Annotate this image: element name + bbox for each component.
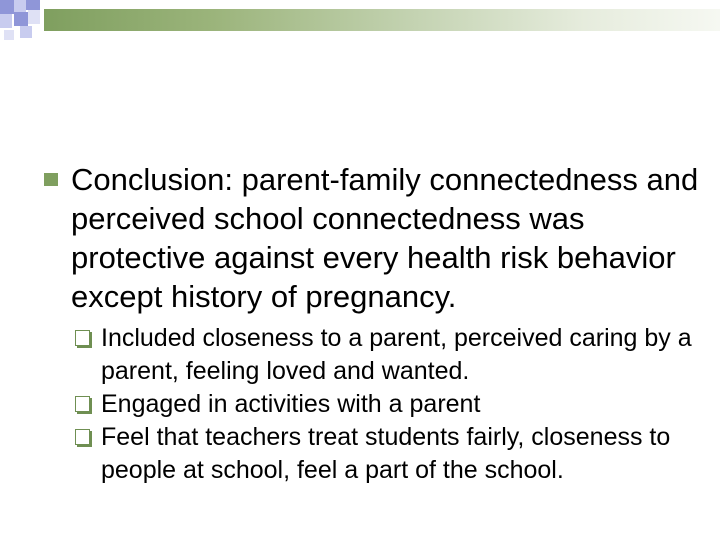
sub-bullet-text: Engaged in activities with a parent [101, 390, 481, 418]
sub-bullet-text: Included closeness to a parent, perceived caring by a parent, feeling loved and wanted. [101, 324, 692, 385]
box-bullet-icon [75, 330, 90, 346]
sub-bullet-text: Feel that teachers treat students fairly, closeness to people at school, feel a part of the school. [101, 423, 671, 484]
sub-bullet-item [72, 388, 704, 421]
box-bullet-icon [75, 396, 90, 412]
sub-bullet-item [72, 421, 704, 487]
sub-bullet-item [72, 322, 704, 388]
sub-bullet-list [44, 322, 704, 487]
main-bullet [44, 160, 704, 316]
slide-body [44, 160, 704, 487]
main-bullet-text: Conclusion: parent-family connectedness and perceived school connectedness was protective against every health risk behavior except history of pregnancy. [71, 162, 699, 314]
square-bullet-icon [44, 173, 58, 186]
header-gradient-bar [44, 9, 720, 31]
box-bullet-icon [75, 429, 90, 445]
